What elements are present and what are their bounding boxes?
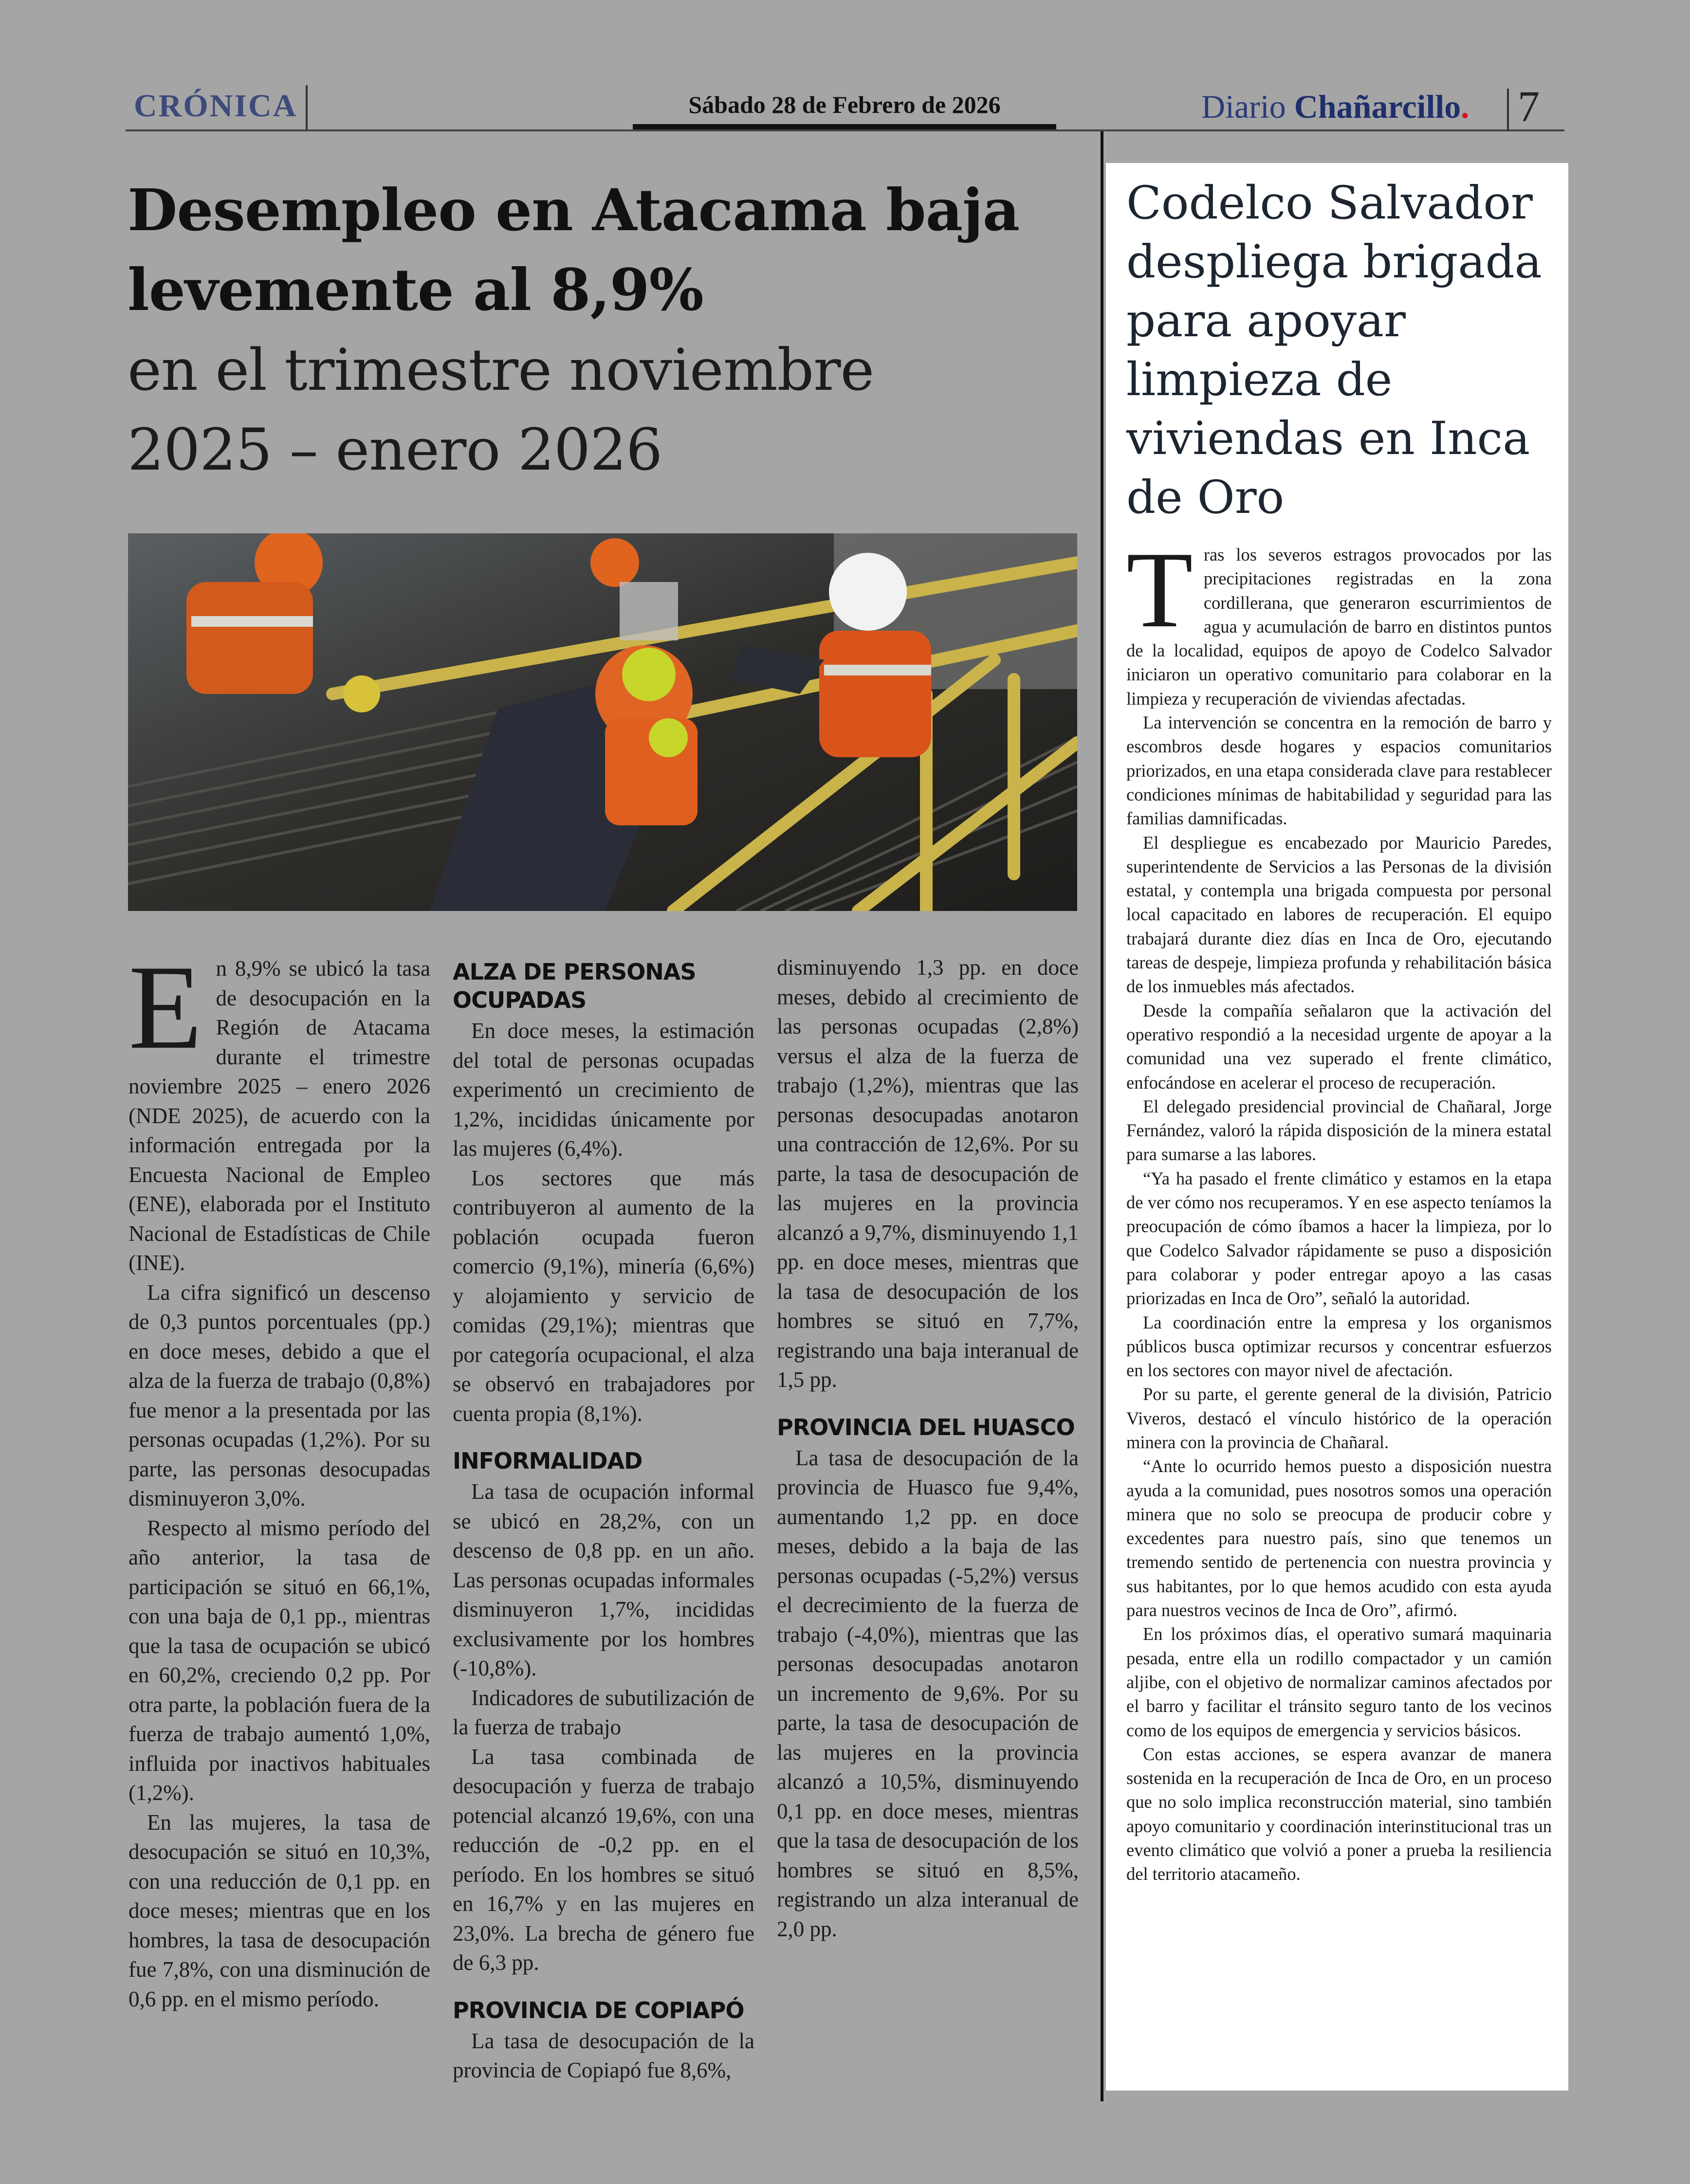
article-paragraph: Indicadores de subutilización de la fuerza de trabajo <box>453 1685 754 1739</box>
article-paragraph <box>1126 529 1552 710</box>
header-divider <box>306 85 308 130</box>
column-divider <box>1101 131 1103 2101</box>
page-number: 7 <box>1518 83 1540 131</box>
newspaper-brand: Chañarcillo <box>1294 88 1461 125</box>
article-paragraph: Por su parte, el gerente general de la división, Patricio Viveros, destacó el vínculo histórico de la operación minera con la provincia de Chañaral. <box>1126 1384 1552 1452</box>
headline-line: en el trimestre noviembre <box>128 336 874 403</box>
article-column-1 <box>129 940 430 2014</box>
drop-cap: T <box>1126 529 1193 650</box>
newspaper-prefix: Diario <box>1201 88 1294 125</box>
article-paragraph: La cifra significó un descenso de 0,3 puntos porcentuales (pp.) en doce meses, debido a que el alza de la fuerza de trabajo (0,8%) fue menor a la presentada por las personas ocupadas (1,2%). Por su parte, las personas desocupadas disminuyeron 3,0%. <box>129 1280 430 1511</box>
article-paragraph: La coordinación entre la empresa y los organismos públicos busca optimizar recursos y concentrar esfuerzos en los sectores con mayor nivel de afectación. <box>1126 1312 1552 1381</box>
side-article <box>1106 163 1568 2091</box>
subheading: PROVINCIA DE COPIAPÓ <box>453 1997 744 2023</box>
drop-cap: E <box>129 940 202 1074</box>
side-article-body <box>1126 529 1552 1886</box>
subheading: PROVINCIA DEL HUASCO <box>777 1414 1075 1440</box>
article-paragraph: Los sectores que más contribuyeron al aumento de la población ocupada fueron comercio (9,1%), minería (6,6%) y alojamiento y servicio de comidas (29,1%); mientras que por categoría ocupacional, el alza se observó en trabajadores por cuenta propia (8,1%). <box>453 1165 754 1426</box>
article-paragraph: La tasa de ocupación informal se ubicó en 28,2%, con un descenso de 0,8 pp. en un año. Las personas ocupadas informales disminuyeron 1,7%, incididas exclusivamente por los hombres (-10,8%). <box>453 1479 754 1680</box>
article-paragraph: “Ante lo ocurrido hemos puesto a disposición nuestra ayuda a la comunidad, pues nosotros somos una operación minera que no solo se preocupa de producir cobre y excedentes para nuestro país, sino que tenemos un tremendo sentido de pertenencia con nuestra provincia y sus habitantes, por lo que hemos acudido con esta ayuda para nuestros vecinos de Inca de Oro”, afirmó. <box>1126 1456 1552 1620</box>
article-paragraph: En los próximos días, el operativo sumará maquinaria pesada, entre ella un rodillo compactador y un camión aljibe, con el objetivo de normalizar caminos afectados por el barro y facilitar el tránsito seguro tanto de los vecinos como de los equipos de emergencia y servicios básicos. <box>1126 1624 1552 1740</box>
article-paragraph: La tasa combinada de desocupación y fuerza de trabajo potencial alcanzó 19,6%, con una reducción de -0,2 pp. en el período. En los hombres se situó en 16,7% y en las mujeres en 23,0%. La brecha de género fue de 6,3 pp. <box>453 1744 754 1975</box>
headline-line: levemente al 8,9% <box>128 256 703 324</box>
date-underline <box>633 124 1056 129</box>
article-column-2 <box>453 954 754 2085</box>
article-paragraph: El delegado presidencial provincial de Chañaral, Jorge Fernández, valoró la rápida disposición de la minera estatal para sumarse a las labores. <box>1126 1096 1552 1165</box>
article-paragraph: La tasa de desocupación de la provincia de Copiapó fue 8,6%, <box>453 2028 754 2082</box>
subheading: ALZA DE PERSONAS OCUPADAS <box>453 959 696 1013</box>
newspaper-name <box>1201 88 1469 126</box>
article-photo <box>128 533 1077 911</box>
issue-date: Sábado 28 de Febrero de 2026 <box>688 91 1001 118</box>
article-paragraph: La intervención se concentra en la remoción de barro y escombros desde hogares y espacios comunitarios priorizados, en una etapa considerada clave para restablecer condiciones mínimas de habitabilidad y seguridad para las familias damnificadas. <box>1126 712 1552 829</box>
paragraph-text: n 8,9% se ubicó la tasa de desocupación en la Región de Atacama durante el trimestre noviembre 2025 – enero 2026 (NDE 2025), de acuerdo con la información entregada por la Encuesta Nacional de Empleo (ENE), elaborada por el Instituto Nacional de Estadísticas de Chile (INE). <box>129 956 430 1275</box>
section-label: CRÓNICA <box>134 88 298 124</box>
subheading: INFORMALIDAD <box>453 1448 643 1474</box>
headline-line: Desempleo en Atacama baja <box>128 176 1020 244</box>
headline-line: 2025 – enero 2026 <box>128 416 662 483</box>
article-paragraph: La tasa de desocupación de la provincia de Huasco fue 9,4%, aumentando 1,2 pp. en doce meses, debido a la baja de las personas ocupadas (-5,2%) versus el decrecimiento de la fuerza de trabajo (-4,0%), mientras que las personas desocupadas anotaron un incremento de 9,6%. Por su parte, la tasa de desocupación de las mujeres en la provincia alcanzó a 10,5%, disminuyendo 0,1 pp. en doce meses, mientras que la tasa de desocupación de los hombres se situó en 8,5%, registrando un alza interanual de 2,0 pp. <box>777 1445 1079 1941</box>
article-paragraph <box>129 940 430 1278</box>
header-rule <box>126 129 1564 131</box>
article-paragraph: Desde la compañía señalaron que la activación del operativo respondió a la necesidad urgente de apoyar a la comunidad una vez superado el frente climático, enfocándose en acelerar el proceso de recuperación. <box>1126 1000 1552 1092</box>
article-paragraph: “Ya ha pasado el frente climático y estamos en la etapa de ver cómo nos recuperamos. Y en ese aspecto teníamos la preocupación de cómo íbamos a hacer la limpieza, por lo que Codelco Salvador rápidamente se puso a disposición para colaborar y poder entregar apoyo a las casas priorizadas en Inca de Oro”, señaló la autoridad. <box>1126 1168 1552 1309</box>
article-paragraph: En doce meses, la estimación del total de personas ocupadas experimentó un crecimiento de 1,2%, incididas únicamente por las mujeres (6,4%). <box>453 1019 754 1161</box>
article-paragraph: Respecto al mismo período del año anterior, la tasa de participación se situó en 66,1%, con una baja de 0,1 pp., mientras que la tasa de ocupación se ubicó en 60,2%, creciendo 0,2 pp. Por otra parte, la población fuera de la fuerza de trabajo aumentó 1,0%, influida por inactivos habituales (1,2%). <box>129 1515 430 1805</box>
paragraph-text: ras los severos estragos provocados por las precipitaciones registradas en la zona cordillerana, que generaron escurrimientos de agua y acumulación de barro en distintos puntos de la localidad, equipos de apoyo de Codelco Salvador iniciaron un operativo comunitario para colaborar en la limpieza y recuperación de viviendas afectadas. <box>1126 545 1552 709</box>
side-headline: Codelco Salvador despliega brigada para apoyar limpieza de viviendas en Inca de Oro <box>1126 177 1542 524</box>
header-divider <box>1507 89 1509 131</box>
miners-illustration <box>128 533 1077 911</box>
article-paragraph: El despliegue es encabezado por Mauricio Paredes, superintendente de Servicios a las Personas de la división estatal, y contempla una brigada compuesta por personal local capacitado en labores de recuperación. El equipo trabajará durante diez días en Inca de Oro, ejecutando tareas de despeje, limpieza profunda y rehabilitación básica de los inmuebles más afectados. <box>1126 832 1552 997</box>
article-paragraph: En las mujeres, la tasa de desocupación se situó en 10,3%, con una reducción de 0,1 pp. en doce meses; mientras que en los hombres, la tasa de desocupación fue 7,8%, con una disminución de 0,6 pp. en el mismo período. <box>129 1810 430 2011</box>
article-paragraph-continued: disminuyendo 1,3 pp. en doce meses, debido al crecimiento de las personas ocupadas (2,8%) versus el alza de la fuerza de trabajo (1,2%), mientras que las personas desocupadas anotaron una contracción de 12,6%. Por su parte, la tasa de desocupación de las mujeres en la provincia alcanzó a 9,7%, disminuyendo 1,1 pp. en doce meses, mientras que la tasa de desocupación de los hombres se situó en 7,7%, registrando una baja interanual de 1,5 pp. <box>777 955 1079 1392</box>
article-column-3 <box>777 953 1079 1944</box>
main-headline <box>128 170 1082 490</box>
brand-dot: . <box>1461 88 1470 125</box>
article-paragraph: Con estas acciones, se espera avanzar de manera sostenida en la recuperación de Inca de Oro, en un proceso que no solo implica reconstrucción material, sino también apoyo comunitario y coordinación interinstitucional tras un evento climático que volvió a poner a prueba la resiliencia del territorio atacameño. <box>1126 1744 1552 1884</box>
